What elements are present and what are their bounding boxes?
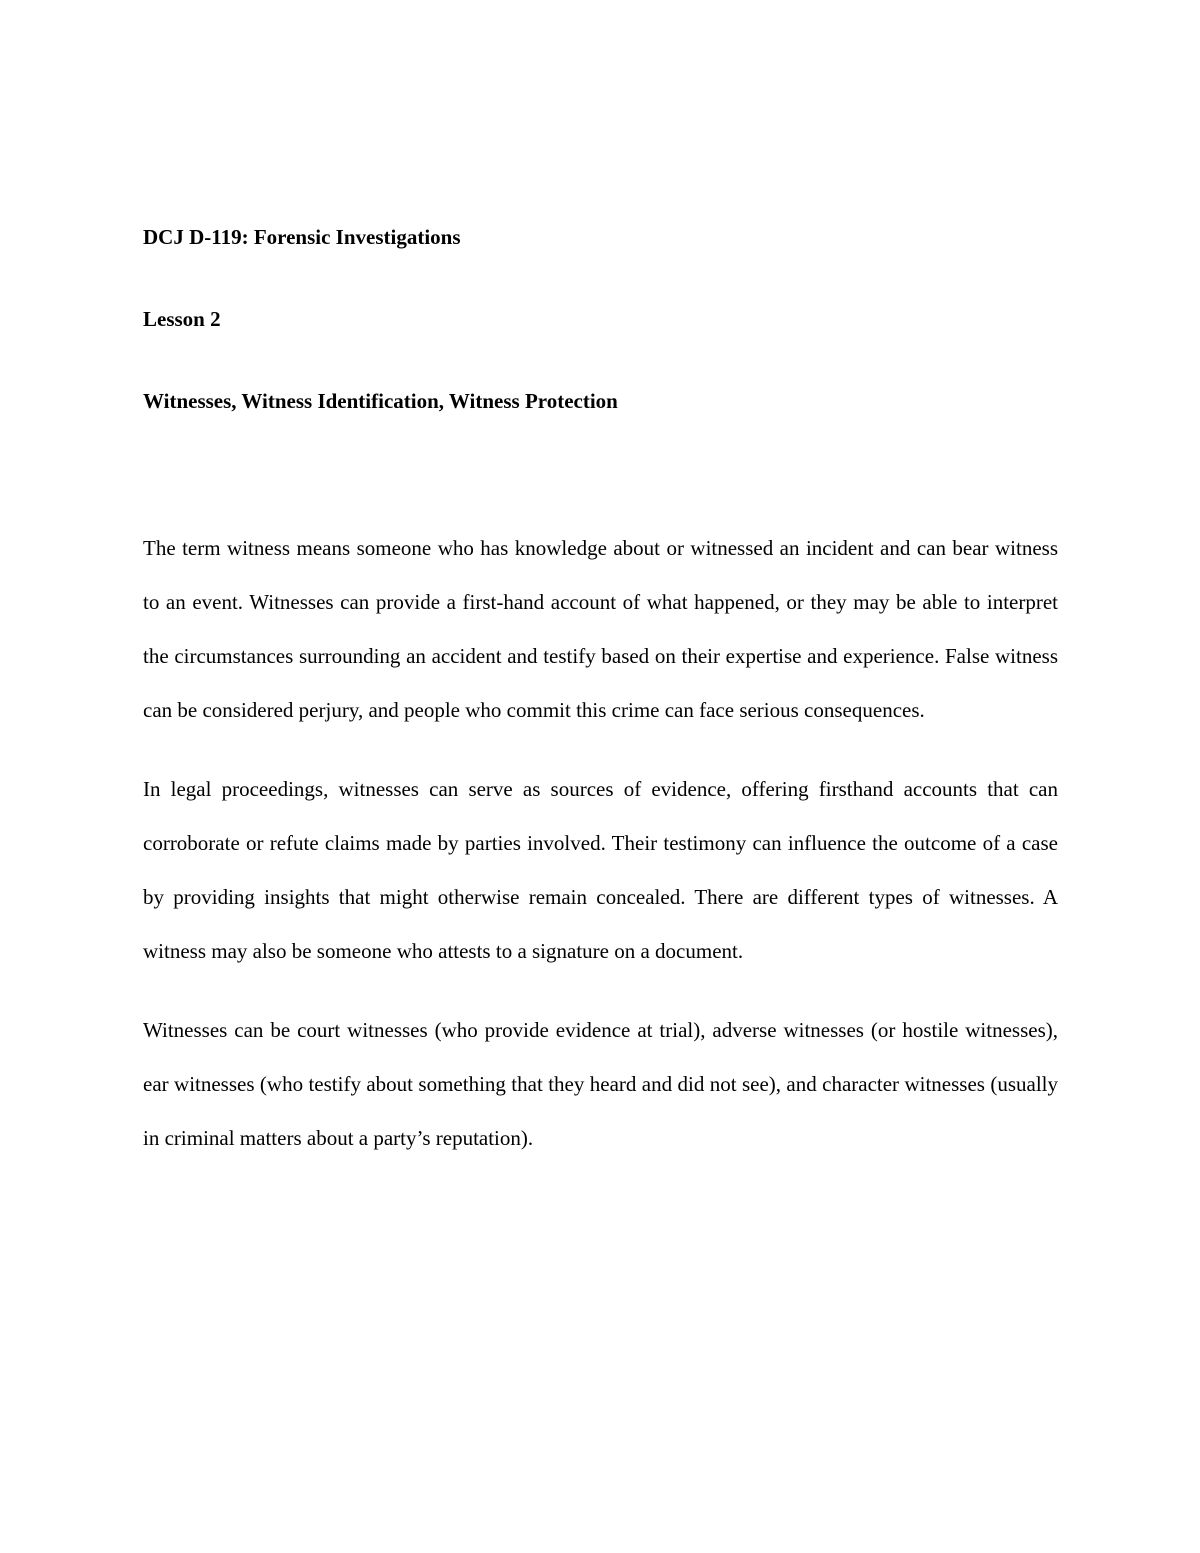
lesson-heading: Lesson 2 [143, 307, 221, 331]
topic-heading: Witnesses, Witness Identification, Witness Protection [143, 389, 618, 413]
course-title: DCJ D-119: Forensic Investigations [143, 225, 461, 249]
document-body [143, 222, 1058, 1165]
paragraph-witness-types: Witnesses can be court witnesses (who provide evidence at trial), adverse witnesses (or hostile witnesses), ear witnesses (who testify about something that they heard and did not see), and character witnesses (usually in criminal matters about a party’s reputation). [143, 1018, 1058, 1150]
paragraph-legal-proceedings: In legal proceedings, witnesses can serve as sources of evidence, offering firsthand accounts that can corroborate or refute claims made by parties involved. Their testimony can influence the outcome of a case by providing insights that might otherwise remain concealed. There are different types of witnesses. A witness may also be someone who attests to a signature on a document. [143, 777, 1058, 963]
paragraph-witness-definition: The term witness means someone who has knowledge about or witnessed an incident and can bear witness to an event. Witnesses can provide a first-hand account of what happened, or they may be able to interpret the circumstances surrounding an accident and testify based on their expertise and experience. False witness can be considered perjury, and people who commit this crime can face serious consequences. [143, 536, 1058, 722]
